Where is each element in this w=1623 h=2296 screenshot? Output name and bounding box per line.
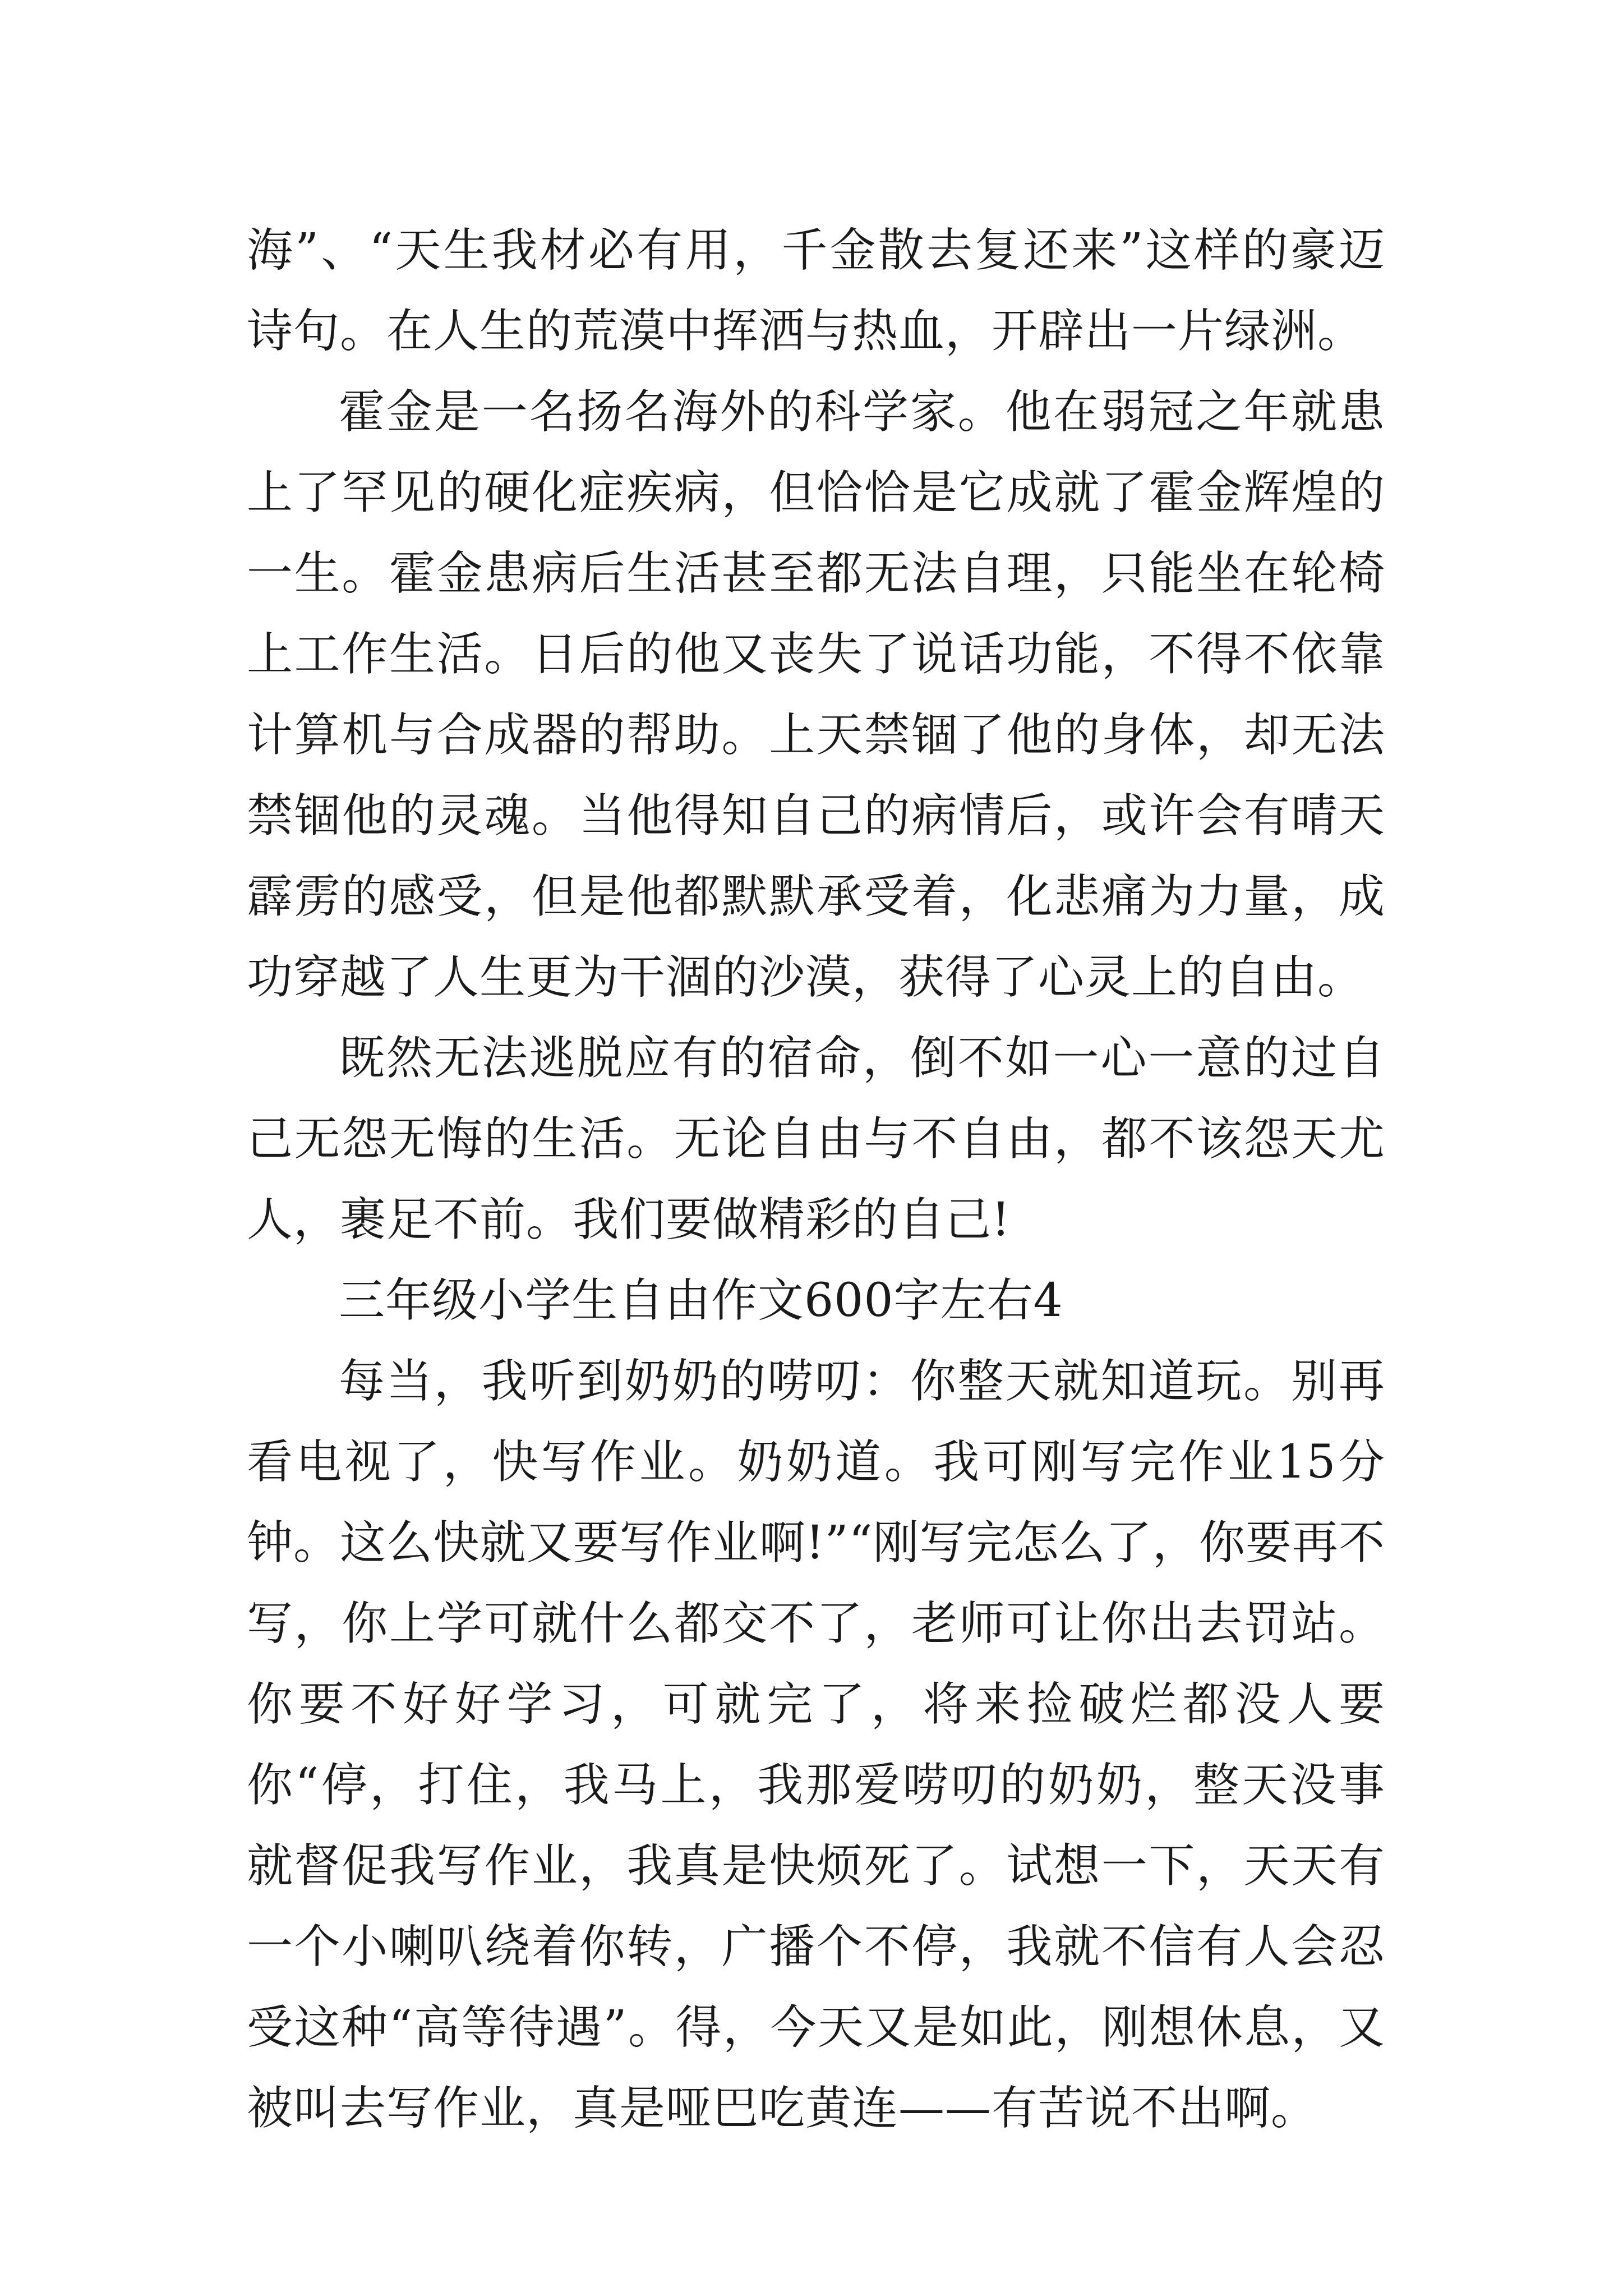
- paragraph-hawking: 霍金是一名扬名海外的科学家。他在弱冠之年就患上了罕见的硬化症疾病，但恰恰是它成就了霍金辉煌的一生。霍金患病后生活甚至都无法自理，只能坐在轮椅上工作生活。日后的他又丧失了说话功能，不得不依靠计算机与合成器的帮助。上天禁锢了他的身体，却无法禁锢他的灵魂。当他得知自己的病情后，或许会有晴天霹雳的感受，但是他都默默承受着，化悲痛为力量，成功穿越了人生更为干涸的沙漠，获得了心灵上的自由。: [247, 385, 1385, 1004]
- paragraph-grandma: 每当，我听到奶奶的唠叨：你整天就知道玩。别再看电视了，快写作业。奶奶道。我可刚写完作业15分钟。这么快就又要写作业啊!”“刚写完怎么了，你要再不写，你上学可就什么都交不了，老师可让你出去罚站。你要不好好学习，可就完了，将来捡破烂都没人要你“停，打住，我马上，我那爱唠叨的奶奶，整天没事就督促我写作业，我真是快烦死了。试想一下，天天有一个小喇叭绕着你转，广播个不停，我就不信有人会忍受这种“高等待遇”。得，今天又是如此，刚想休息，又被叫去写作业，真是哑巴吃黄连——有苦说不出啊。: [247, 1355, 1385, 2135]
- paragraph-conclusion: 既然无法逃脱应有的宿命，倒不如一心一意的过自己无怨无悔的生活。无论自由与不自由，都不该怨天尤人，裹足不前。我们要做精彩的自己!: [247, 1032, 1385, 1246]
- paragraph-continuation: 海”、“天生我材必有用，千金散去复还来”这样的豪迈诗句。在人生的荒漠中挥洒与热血，开辟出一片绿洲。: [247, 224, 1385, 358]
- section-heading: 三年级小学生自由作文600字左右4: [339, 1274, 1063, 1327]
- document-body: [247, 210, 1385, 2149]
